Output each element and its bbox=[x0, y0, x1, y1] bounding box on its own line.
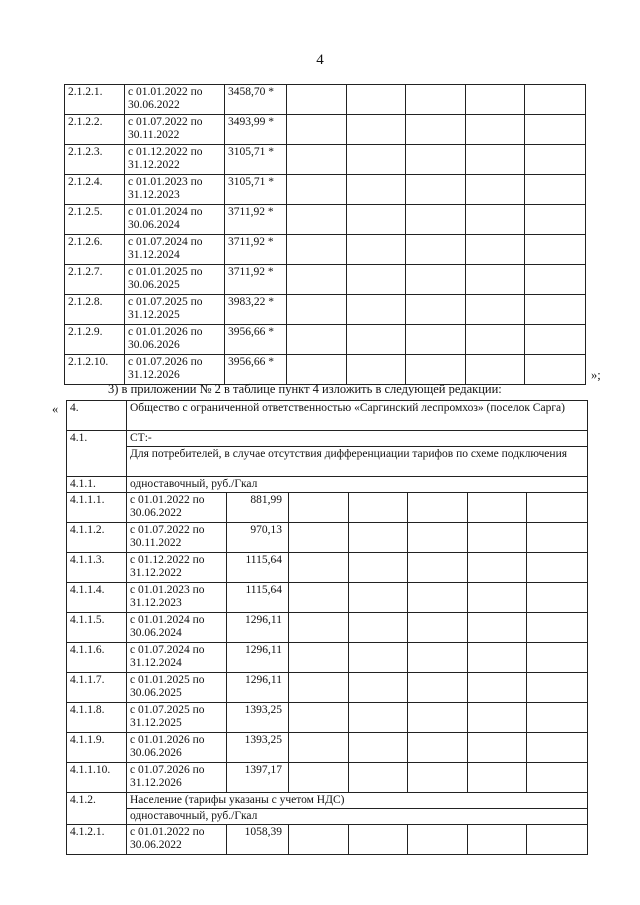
empty-cell bbox=[527, 643, 588, 673]
empty-cell bbox=[289, 613, 349, 643]
empty-cell bbox=[468, 553, 527, 583]
empty-cell bbox=[289, 583, 349, 613]
empty-cell bbox=[406, 355, 466, 385]
empty-cell bbox=[468, 643, 527, 673]
row-number: 2.1.2.4. bbox=[65, 175, 125, 205]
table-row bbox=[65, 205, 586, 235]
table-row bbox=[67, 583, 588, 613]
instruction-paragraph: 3) в приложении № 2 в таблице пункт 4 изложить в следующей редакции: bbox=[108, 382, 502, 396]
empty-cell bbox=[349, 763, 408, 793]
row-tariff-value: 3956,66 * bbox=[225, 325, 287, 355]
empty-cell bbox=[408, 763, 468, 793]
empty-cell bbox=[406, 205, 466, 235]
row-period: с 01.01.2022 по 30.06.2022 bbox=[127, 493, 227, 523]
table-row bbox=[65, 295, 586, 325]
empty-cell bbox=[525, 265, 586, 295]
empty-cell bbox=[527, 523, 588, 553]
empty-cell bbox=[408, 643, 468, 673]
empty-cell bbox=[527, 583, 588, 613]
table-row bbox=[67, 523, 588, 553]
empty-cell bbox=[289, 523, 349, 553]
empty-cell bbox=[525, 145, 586, 175]
row-number: 4.1.1.8. bbox=[67, 703, 127, 733]
row-period: с 01.07.2024 по 31.12.2024 bbox=[127, 643, 227, 673]
population-label: Население (тарифы указаны с учетом НДС) bbox=[127, 793, 588, 809]
row-period: с 01.01.2026 по 30.06.2026 bbox=[125, 325, 225, 355]
empty-cell bbox=[408, 583, 468, 613]
row-period: с 01.01.2023 по 31.12.2023 bbox=[125, 175, 225, 205]
row-tariff-value: 1296,11 bbox=[227, 613, 289, 643]
empty-cell bbox=[289, 493, 349, 523]
row-number: 4.1.1.3. bbox=[67, 553, 127, 583]
empty-cell bbox=[408, 825, 468, 855]
row-period: с 01.07.2024 по 31.12.2024 bbox=[125, 235, 225, 265]
table-row bbox=[67, 553, 588, 583]
row-period: с 01.01.2022 по 30.06.2022 bbox=[127, 825, 227, 855]
single-rate-number: 4.1.1. bbox=[67, 477, 127, 493]
empty-cell bbox=[466, 265, 525, 295]
table-row bbox=[67, 763, 588, 793]
row-tariff-value: 881,99 bbox=[227, 493, 289, 523]
table-row bbox=[67, 613, 588, 643]
row-tariff-value: 3956,66 * bbox=[225, 355, 287, 385]
table-row bbox=[67, 703, 588, 733]
empty-cell bbox=[408, 493, 468, 523]
row-number: 2.1.2.6. bbox=[65, 235, 125, 265]
empty-cell bbox=[287, 115, 347, 145]
empty-cell bbox=[468, 763, 527, 793]
row-period: с 01.12.2022 по 31.12.2022 bbox=[127, 553, 227, 583]
table-row bbox=[65, 175, 586, 205]
row-tariff-value: 3493,99 * bbox=[225, 115, 287, 145]
row-period: с 01.01.2025 по 30.06.2025 bbox=[127, 673, 227, 703]
table-row bbox=[65, 85, 586, 115]
empty-cell bbox=[289, 703, 349, 733]
empty-cell bbox=[525, 355, 586, 385]
org-row bbox=[67, 401, 588, 431]
row-number: 2.1.2.8. bbox=[65, 295, 125, 325]
row-period: с 01.07.2025 по 31.12.2025 bbox=[125, 295, 225, 325]
population-single-rate-row bbox=[67, 809, 588, 825]
row-tariff-value: 3711,92 * bbox=[225, 205, 287, 235]
empty-cell bbox=[525, 115, 586, 145]
empty-cell bbox=[468, 523, 527, 553]
closing-quote-mark: »; bbox=[591, 368, 601, 382]
row-tariff-value: 1115,64 bbox=[227, 553, 289, 583]
empty-cell bbox=[347, 355, 406, 385]
tariff-table-2-1-2 bbox=[64, 84, 586, 385]
empty-cell bbox=[347, 175, 406, 205]
empty-cell bbox=[287, 325, 347, 355]
row-number: 4.1.1.5. bbox=[67, 613, 127, 643]
empty-cell bbox=[408, 613, 468, 643]
table-row bbox=[67, 825, 588, 855]
empty-cell bbox=[527, 673, 588, 703]
empty-cell bbox=[349, 523, 408, 553]
row-period: с 01.01.2024 по 30.06.2024 bbox=[127, 613, 227, 643]
empty-cell bbox=[468, 673, 527, 703]
row-number: 2.1.2.2. bbox=[65, 115, 125, 145]
empty-cell bbox=[408, 703, 468, 733]
empty-cell bbox=[466, 325, 525, 355]
empty-cell bbox=[527, 825, 588, 855]
row-tariff-value: 1296,11 bbox=[227, 643, 289, 673]
empty-cell bbox=[466, 355, 525, 385]
row-period: с 01.01.2025 по 30.06.2025 bbox=[125, 265, 225, 295]
row-number: 2.1.2.7. bbox=[65, 265, 125, 295]
row-tariff-value: 3105,71 * bbox=[225, 175, 287, 205]
row-period: с 01.07.2022 по 30.11.2022 bbox=[125, 115, 225, 145]
empty-cell bbox=[347, 265, 406, 295]
table-row bbox=[67, 733, 588, 763]
row-number: 2.1.2.1. bbox=[65, 85, 125, 115]
st-label: СТ:- bbox=[127, 431, 588, 447]
table-row bbox=[65, 115, 586, 145]
empty-cell bbox=[466, 145, 525, 175]
empty-cell bbox=[525, 85, 586, 115]
empty-cell bbox=[525, 205, 586, 235]
empty-cell bbox=[468, 613, 527, 643]
row-period: с 01.12.2022 по 31.12.2022 bbox=[125, 145, 225, 175]
empty-cell bbox=[349, 613, 408, 643]
empty-cell bbox=[349, 643, 408, 673]
empty-cell bbox=[287, 265, 347, 295]
empty-cell bbox=[406, 175, 466, 205]
empty-cell bbox=[525, 235, 586, 265]
consumers-row bbox=[67, 447, 588, 477]
empty-cell bbox=[406, 265, 466, 295]
empty-cell bbox=[466, 175, 525, 205]
empty-cell bbox=[287, 355, 347, 385]
empty-cell bbox=[347, 85, 406, 115]
empty-cell bbox=[349, 733, 408, 763]
empty-cell bbox=[406, 115, 466, 145]
empty-cell bbox=[289, 673, 349, 703]
population-single-rate-label: одноставочный, руб./Гкал bbox=[127, 809, 588, 825]
empty-cell bbox=[527, 613, 588, 643]
empty-cell bbox=[527, 733, 588, 763]
empty-cell bbox=[289, 553, 349, 583]
single-rate-label: одноставочный, руб./Гкал bbox=[127, 477, 588, 493]
empty-cell bbox=[287, 145, 347, 175]
row-period: с 01.07.2026 по 31.12.2026 bbox=[127, 763, 227, 793]
population-row bbox=[67, 793, 588, 809]
row-number: 2.1.2.3. bbox=[65, 145, 125, 175]
empty-cell bbox=[468, 733, 527, 763]
empty-cell bbox=[347, 145, 406, 175]
empty-cell bbox=[287, 175, 347, 205]
empty-cell bbox=[406, 325, 466, 355]
st-row bbox=[67, 431, 588, 447]
empty-cell bbox=[466, 115, 525, 145]
table-row bbox=[65, 235, 586, 265]
row-period: с 01.07.2026 по 31.12.2026 bbox=[125, 355, 225, 385]
row-period: с 01.07.2025 по 31.12.2025 bbox=[127, 703, 227, 733]
empty-cell bbox=[349, 553, 408, 583]
single-rate-row bbox=[67, 477, 588, 493]
row-number: 2.1.2.10. bbox=[65, 355, 125, 385]
empty-cell bbox=[408, 553, 468, 583]
empty-cell bbox=[347, 205, 406, 235]
row-tariff-value: 1397,17 bbox=[227, 763, 289, 793]
row-tariff-value: 3105,71 * bbox=[225, 145, 287, 175]
row-number: 4.1.1.10. bbox=[67, 763, 127, 793]
empty-cell bbox=[408, 733, 468, 763]
row-period: с 01.01.2022 по 30.06.2022 bbox=[125, 85, 225, 115]
row-number: 4.1.1.7. bbox=[67, 673, 127, 703]
row-period: с 01.01.2026 по 30.06.2026 bbox=[127, 733, 227, 763]
empty-cell bbox=[466, 85, 525, 115]
row-period: с 01.07.2022 по 30.11.2022 bbox=[127, 523, 227, 553]
table-row bbox=[67, 643, 588, 673]
row-number: 4.1.1.2. bbox=[67, 523, 127, 553]
empty-cell bbox=[406, 85, 466, 115]
empty-cell bbox=[347, 115, 406, 145]
empty-cell bbox=[525, 175, 586, 205]
row-number: 4.1.1.9. bbox=[67, 733, 127, 763]
table-row bbox=[65, 145, 586, 175]
table-row bbox=[65, 325, 586, 355]
empty-cell bbox=[287, 85, 347, 115]
row-tariff-value: 1393,25 bbox=[227, 733, 289, 763]
row-tariff-value: 3711,92 * bbox=[225, 235, 287, 265]
row-number: 4.1.2.1. bbox=[67, 825, 127, 855]
opening-quote-mark: « bbox=[52, 402, 59, 416]
empty-cell bbox=[406, 295, 466, 325]
empty-cell bbox=[468, 493, 527, 523]
page-number: 4 bbox=[316, 52, 324, 68]
empty-cell bbox=[408, 523, 468, 553]
empty-cell bbox=[347, 295, 406, 325]
empty-cell bbox=[287, 205, 347, 235]
empty-cell bbox=[349, 703, 408, 733]
empty-cell bbox=[466, 295, 525, 325]
row-period: с 01.01.2023 по 31.12.2023 bbox=[127, 583, 227, 613]
row-number: 4.1.1.1. bbox=[67, 493, 127, 523]
row-tariff-value: 1058,39 bbox=[227, 825, 289, 855]
row-tariff-value: 1115,64 bbox=[227, 583, 289, 613]
row-tariff-value: 1393,25 bbox=[227, 703, 289, 733]
empty-cell bbox=[347, 325, 406, 355]
row-tariff-value: 3458,70 * bbox=[225, 85, 287, 115]
empty-cell bbox=[468, 703, 527, 733]
empty-cell bbox=[527, 493, 588, 523]
table-row bbox=[65, 265, 586, 295]
empty-cell bbox=[468, 825, 527, 855]
empty-cell bbox=[406, 145, 466, 175]
empty-cell bbox=[525, 325, 586, 355]
empty-cell bbox=[466, 235, 525, 265]
tariff-table-4 bbox=[66, 400, 588, 855]
empty-cell bbox=[349, 493, 408, 523]
row-tariff-value: 1296,11 bbox=[227, 673, 289, 703]
row-number: 4.1.1.4. bbox=[67, 583, 127, 613]
row-tariff-value: 3983,22 * bbox=[225, 295, 287, 325]
empty-cell bbox=[287, 295, 347, 325]
empty-cell bbox=[406, 235, 466, 265]
empty-cell bbox=[289, 763, 349, 793]
empty-cell bbox=[347, 235, 406, 265]
empty-cell bbox=[287, 235, 347, 265]
row-tariff-value: 3711,92 * bbox=[225, 265, 287, 295]
org-name: Общество с ограниченной ответственностью «Саргинский леспромхоз» (поселок Сарга) bbox=[127, 401, 588, 431]
row-number: 2.1.2.9. bbox=[65, 325, 125, 355]
empty-cell bbox=[527, 703, 588, 733]
empty-cell bbox=[468, 583, 527, 613]
empty-cell bbox=[525, 295, 586, 325]
empty-cell bbox=[289, 733, 349, 763]
empty-cell bbox=[349, 673, 408, 703]
empty-cell bbox=[349, 583, 408, 613]
row-period: с 01.01.2024 по 30.06.2024 bbox=[125, 205, 225, 235]
empty-cell bbox=[349, 825, 408, 855]
empty-cell bbox=[408, 673, 468, 703]
empty-cell bbox=[527, 553, 588, 583]
consumers-label: Для потребителей, в случае отсутствия дифференциации тарифов по схеме подключения bbox=[127, 447, 588, 477]
row-number: 2.1.2.5. bbox=[65, 205, 125, 235]
empty-cell bbox=[289, 643, 349, 673]
row-number: 4.1.1.6. bbox=[67, 643, 127, 673]
empty-cell bbox=[466, 205, 525, 235]
table-row bbox=[67, 493, 588, 523]
org-number: 4. bbox=[67, 401, 127, 431]
st-number: 4.1. bbox=[67, 431, 127, 477]
empty-cell bbox=[527, 763, 588, 793]
row-tariff-value: 970,13 bbox=[227, 523, 289, 553]
empty-cell bbox=[289, 825, 349, 855]
population-number: 4.1.2. bbox=[67, 793, 127, 825]
table-row bbox=[65, 355, 586, 385]
table-row bbox=[67, 673, 588, 703]
